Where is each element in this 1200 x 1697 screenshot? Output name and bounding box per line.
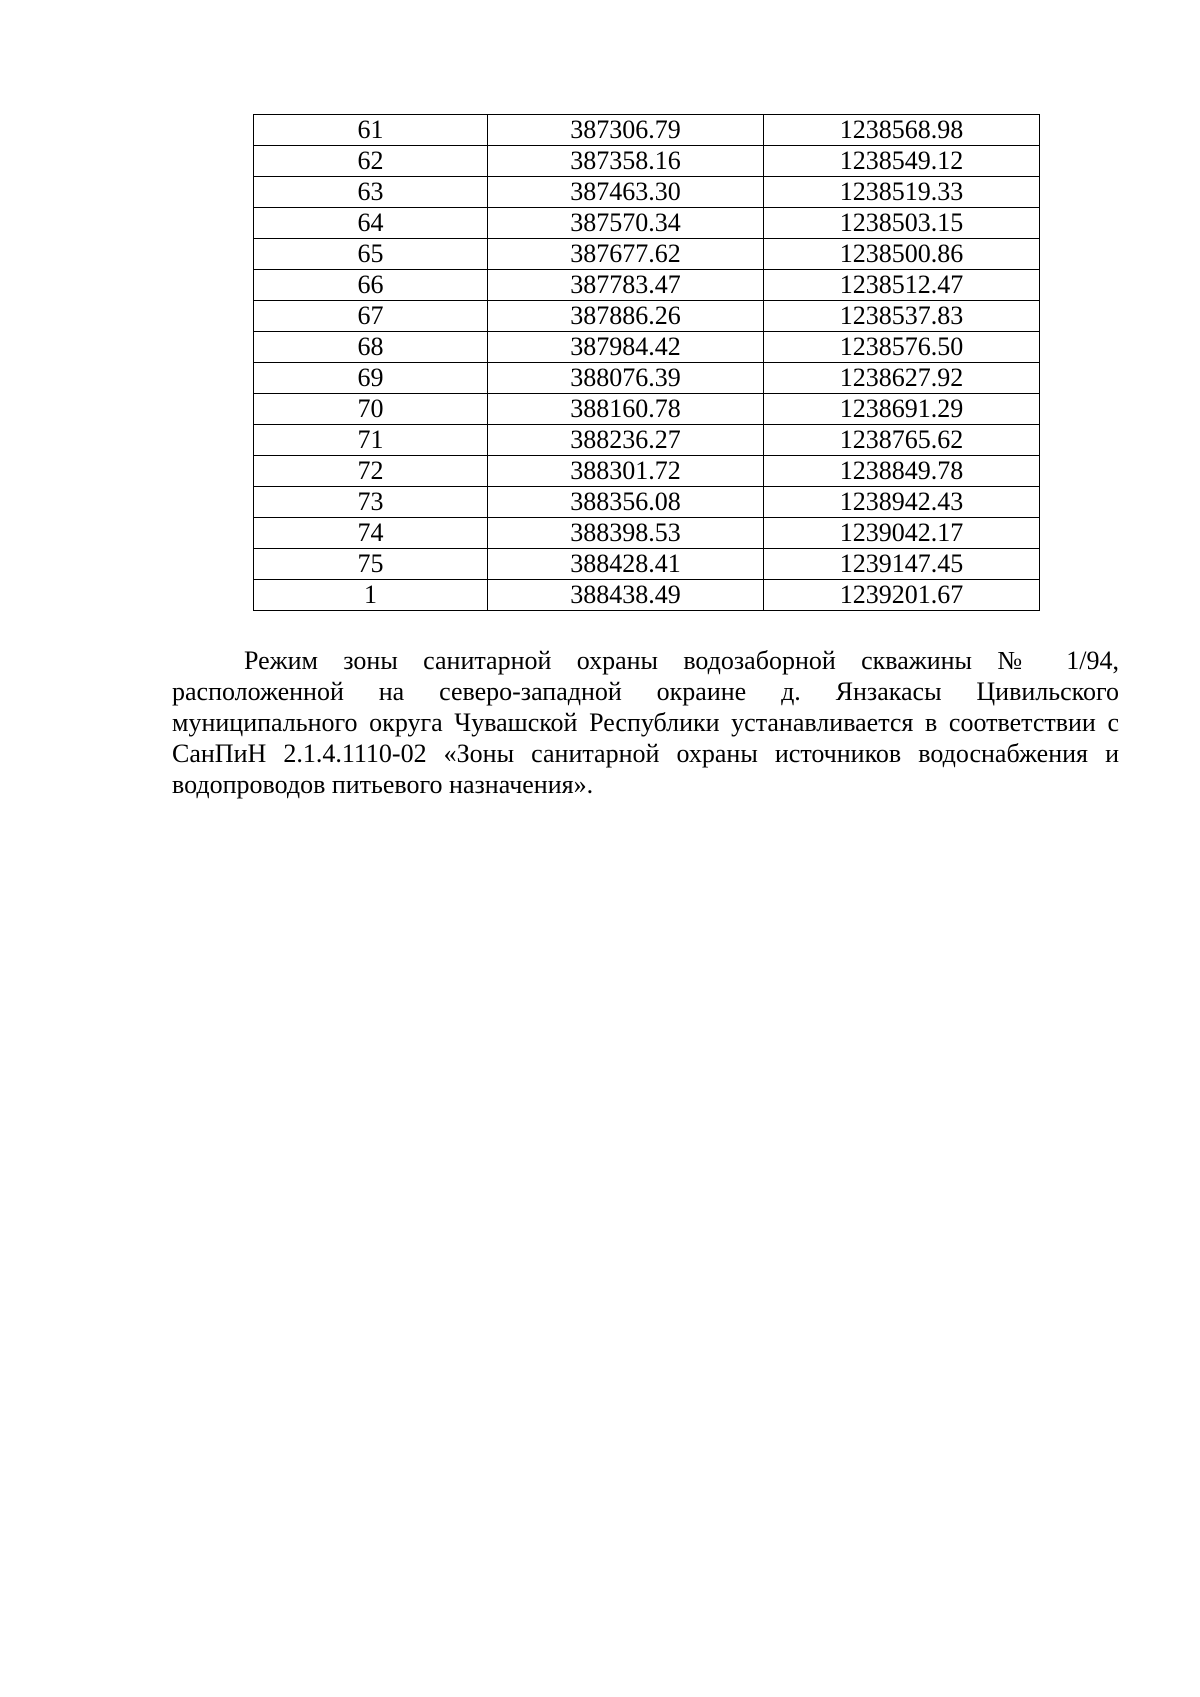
y-coordinate-cell: 1238500.86: [764, 239, 1040, 270]
y-coordinate-cell: 1239147.45: [764, 549, 1040, 580]
table-row: [254, 332, 1040, 363]
x-coordinate-cell: 387463.30: [488, 177, 764, 208]
table-row: [254, 363, 1040, 394]
x-coordinate-cell: 387783.47: [488, 270, 764, 301]
point-number-cell: 65: [254, 239, 488, 270]
body-paragraph: Режим зоны санитарной охраны водозаборной скважины № 1/94, расположенной на северо-западной окраине д. Янзакасы Цивильского муниципального округа Чувашской Республики устанавливается в соответствии с СанПиН 2.1.4.1110-02 «Зоны санитарной охраны источников водоснабжения и водопроводов питьевого назначения».: [172, 646, 1119, 799]
x-coordinate-cell: 388301.72: [488, 456, 764, 487]
y-coordinate-cell: 1238549.12: [764, 146, 1040, 177]
y-coordinate-cell: 1239042.17: [764, 518, 1040, 549]
point-number-cell: 61: [254, 115, 488, 146]
y-coordinate-cell: 1239201.67: [764, 580, 1040, 611]
coordinates-table-body: [254, 115, 1040, 611]
table-row: [254, 115, 1040, 146]
x-coordinate-cell: 387306.79: [488, 115, 764, 146]
point-number-cell: 67: [254, 301, 488, 332]
coordinates-table: [253, 114, 1040, 611]
y-coordinate-cell: 1238627.92: [764, 363, 1040, 394]
point-number-cell: 66: [254, 270, 488, 301]
y-coordinate-cell: 1238537.83: [764, 301, 1040, 332]
y-coordinate-cell: 1238568.98: [764, 115, 1040, 146]
table-row: [254, 146, 1040, 177]
y-coordinate-cell: 1238849.78: [764, 456, 1040, 487]
x-coordinate-cell: 388076.39: [488, 363, 764, 394]
x-coordinate-cell: 387570.34: [488, 208, 764, 239]
y-coordinate-cell: 1238942.43: [764, 487, 1040, 518]
table-row: [254, 425, 1040, 456]
table-row: [254, 239, 1040, 270]
table-row: [254, 270, 1040, 301]
x-coordinate-cell: 388438.49: [488, 580, 764, 611]
table-row: [254, 518, 1040, 549]
x-coordinate-cell: 388356.08: [488, 487, 764, 518]
table-row: [254, 487, 1040, 518]
x-coordinate-cell: 388428.41: [488, 549, 764, 580]
x-coordinate-cell: 387358.16: [488, 146, 764, 177]
y-coordinate-cell: 1238765.62: [764, 425, 1040, 456]
table-row: [254, 580, 1040, 611]
point-number-cell: 69: [254, 363, 488, 394]
x-coordinate-cell: 387886.26: [488, 301, 764, 332]
y-coordinate-cell: 1238512.47: [764, 270, 1040, 301]
point-number-cell: 68: [254, 332, 488, 363]
point-number-cell: 62: [254, 146, 488, 177]
point-number-cell: 75: [254, 549, 488, 580]
point-number-cell: 74: [254, 518, 488, 549]
point-number-cell: 64: [254, 208, 488, 239]
y-coordinate-cell: 1238576.50: [764, 332, 1040, 363]
x-coordinate-cell: 388236.27: [488, 425, 764, 456]
table-row: [254, 456, 1040, 487]
table-row: [254, 208, 1040, 239]
y-coordinate-cell: 1238519.33: [764, 177, 1040, 208]
x-coordinate-cell: 388160.78: [488, 394, 764, 425]
y-coordinate-cell: 1238503.15: [764, 208, 1040, 239]
point-number-cell: 1: [254, 580, 488, 611]
table-row: [254, 177, 1040, 208]
x-coordinate-cell: 387984.42: [488, 332, 764, 363]
x-coordinate-cell: 387677.62: [488, 239, 764, 270]
table-row: [254, 301, 1040, 332]
point-number-cell: 73: [254, 487, 488, 518]
y-coordinate-cell: 1238691.29: [764, 394, 1040, 425]
point-number-cell: 71: [254, 425, 488, 456]
x-coordinate-cell: 388398.53: [488, 518, 764, 549]
point-number-cell: 63: [254, 177, 488, 208]
table-row: [254, 549, 1040, 580]
point-number-cell: 72: [254, 456, 488, 487]
point-number-cell: 70: [254, 394, 488, 425]
table-row: [254, 394, 1040, 425]
